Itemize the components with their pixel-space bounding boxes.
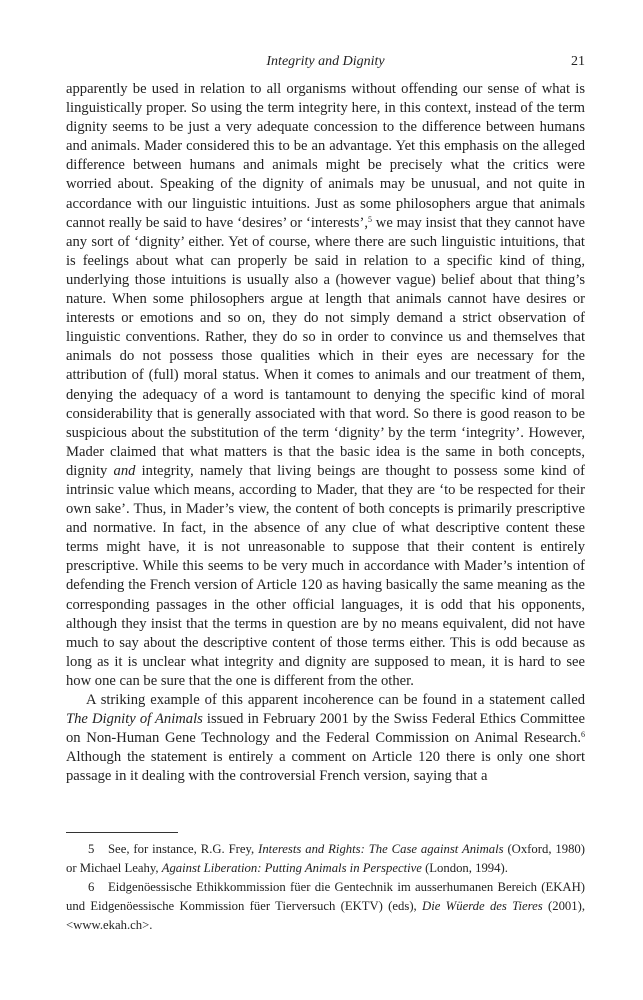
text-span: (London, 1994). (421, 861, 508, 875)
footnote-number: 5 (88, 842, 95, 856)
work-title: Against Liberation: Putting Animals in Perspective (161, 861, 422, 875)
page-header (66, 54, 585, 74)
text-span: See, for instance, R.G. Frey, (108, 842, 259, 856)
paragraph-2 (66, 691, 585, 786)
text-span: Although the statement is entirely a comment on Article 120 there is only one short passage in it dealing with the controversial French version, saying that a (66, 749, 585, 785)
text-span: integrity, namely that living beings are thought to possess some kind of intrinsic value which means, according to Mader, that they are ‘to be respected for their own sake’. Thus, in Mader’s view, the content of both concepts is primarily prescriptive and normative. In fact, in the absence of any clue of what descriptive content these terms might have, it is not unreasonable to suppose that their content is entirely prescriptive. While this seems to be very much in accordance with Mader’s intention of defending the French version of Article 120 as having basically the same meaning as the corresponding passages in the other official languages, it is odd that his opponents, although they insist that the terms in question are by no means equivalent, did not have much to say about the descriptive content of those terms either. This is odd because as long as it is unclear what integrity and dignity are supposed to mean, it is hard to see how one can be sure that the one is different from the other. (66, 462, 586, 689)
work-title: Die Wüerde des Tieres (422, 899, 543, 913)
page-number: 21 (571, 54, 585, 69)
text-span: issued in February 2001 by the Swiss Federal Ethics Committee on Non-Human Gene Technology and the Federal Commission on Animal Research. (66, 711, 585, 747)
body-text (66, 80, 585, 786)
paragraph-1 (66, 80, 585, 691)
footnote-divider (66, 832, 178, 833)
text-span: apparently be used in relation to all organisms without offending our sense of what is linguistically proper. So using the term integrity here, in this context, instead of the term dignity seems to be just a very adequate concession to the difference between humans and animals. Mader considered this to be an advantage. Yet this emphasis on the alleged difference between humans and animals might be precisely what the critics were worried about. Speaking of the dignity of animals may be unusual, and not quite in accordance with our linguistic intuitions. Just as some philosophers argue that animals cannot really be said to have ‘desires’ or ‘interests’, (66, 81, 585, 231)
text-span: (Oxford, 1980) or Michael Leahy, (66, 842, 585, 875)
footnote-number: 6 (88, 880, 95, 894)
footnote-ref-6: 6 (581, 730, 585, 740)
footnotes (66, 840, 585, 935)
text-span: we may insist that they cannot have any sort of ‘dignity’ either. Yet of course, where there are such linguistic intuitions, that is feelings about what can properly be said in relation to a specific kind of thing, underlying those intuitions is usually also a (however vague) belief about that thing’s nature. When some philosophers argue at length that animals cannot have desires or interests or emotions and so on, they do not simply demand a strict observation of linguistic conventions. Rather, they do so in order to convince us and themselves that animals do not possess those qualities which in their eyes are necessary for the attribution of (full) moral status. When it comes to animals and our treatment of them, denying the adequacy of a word is tantamount to denying the specific kind of moral considerability that is generally associated with that word. So there is good reason to be suspicious about the substitution of the term ‘dignity’ by the term ‘integrity’. However, Mader claimed that what matters is that the basic idea is the same in both concepts, dignity (66, 214, 585, 479)
text-span: Eidgenöessische Ethikkommission füer die Gentechnik im ausserhumanen Bereich (EKAH) und Eidgenöessische Kommission füer Tierversuch (EKTV) (eds), (66, 880, 585, 913)
emphasis-and: and (113, 462, 136, 479)
text-span: (2001), <www.ekah.ch>. (66, 899, 586, 932)
text-span: A striking example of this apparent incoherence can be found in a statement called (86, 692, 585, 708)
work-title: The Dignity of Animals (66, 711, 203, 728)
footnote-ref-5: 5 (368, 214, 372, 224)
footnote-6 (66, 878, 585, 935)
work-title: Interests and Rights: The Case against Animals (258, 842, 504, 856)
footnote-5 (66, 840, 585, 878)
running-title: Integrity and Dignity (266, 54, 385, 69)
